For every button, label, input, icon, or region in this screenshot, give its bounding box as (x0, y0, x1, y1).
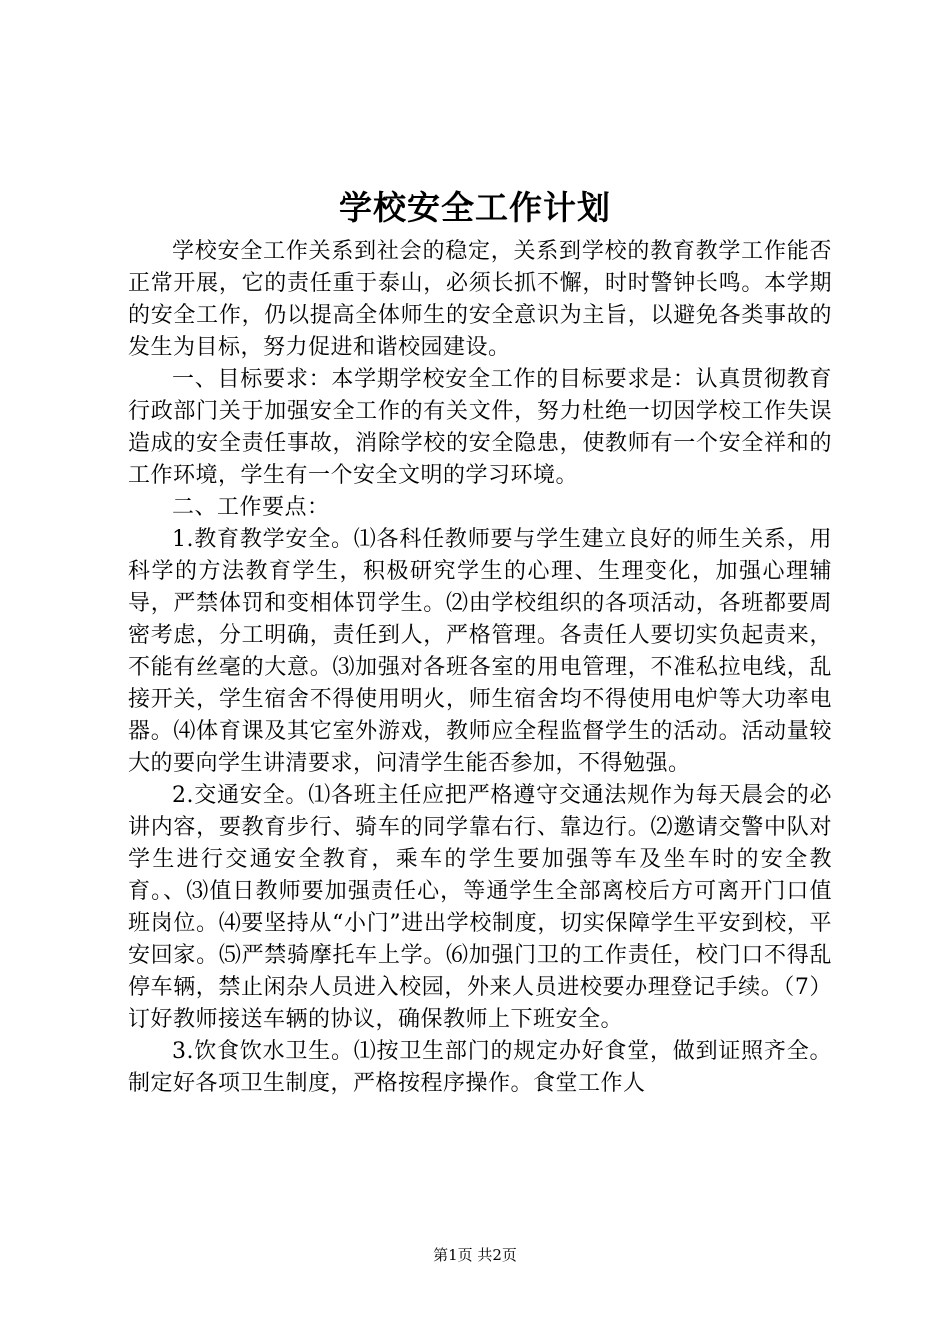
paragraph-traffic-safety: 2.交通安全。⑴各班主任应把严格遵守交通法规作为每天晨会的必讲内容，要教育步行、骑车的同学靠右行、靠边行。⑵邀请交警中队对学生进行交通安全教育，乘车的学生要加强等车及坐车时的安全教育。、⑶值日教师要加强责任心，等通学生全部离校后方可离开门口值班岗位。⑷要坚持从“小门”进出学校制度，切实保障学生平安到校，平安回家。⑸严禁骑摩托车上学。⑹加强门卫的工作责任，校门口不得乱停车辆，禁止闲杂人员进入校园，外来人员进校要办理登记手续。（7）订好教师接送车辆的协议，确保教师上下班安全。 (128, 783, 832, 1032)
paragraph-teaching-safety: 1.教育教学安全。⑴各科任教师要与学生建立良好的师生关系，用科学的方法教育学生，积极研究学生的心理、生理变化，加强心理辅导，严禁体罚和变相体罚学生。⑵由学校组织的各项活动，各班都要周密考虑，分工明确，责任到人，严格管理。各责任人要切实负起责来，不能有丝毫的大意。⑶加强对各班各室的用电管理，不准私拉电线，乱接开关，学生宿舍不得使用明火，师生宿舍均不得使用电炉等大功率电器。⑷体育课及其它室外游戏，教师应全程监督学生的活动。活动量较大的要向学生讲清要求，问清学生能否参加，不得勉强。 (128, 527, 832, 776)
document-body (128, 236, 832, 1100)
paragraph-goals: 一、目标要求：本学期学校安全工作的目标要求是：认真贯彻教育行政部门关于加强安全工作的有关文件，努力杜绝一切因学校工作失误造成的安全责任事故，消除学校的安全隐患，使教师有一个安全祥和的工作环境，学生有一个安全文明的学习环境。 (128, 367, 832, 488)
paragraph-food-water-hygiene: 3.饮食饮水卫生。⑴按卫生部门的规定办好食堂，做到证照齐全。制定好各项卫生制度，严格按程序操作。食堂工作人 (128, 1039, 832, 1096)
document-title: 学校安全工作计划 (339, 188, 611, 227)
paragraph-key-points-heading: 二、工作要点： (172, 495, 330, 520)
page-footer: 第1页 共2页 (433, 1246, 517, 1264)
paragraph-intro: 学校安全工作关系到社会的稳定，关系到学校的教育教学工作能否正常开展，它的责任重于泰山，必须长抓不懈，时时警钟长鸣。本学期的安全工作，仍以提高全体师生的安全意识为主旨，以避免各类事故的发生为目标，努力促进和谐校园建设。 (128, 239, 832, 360)
